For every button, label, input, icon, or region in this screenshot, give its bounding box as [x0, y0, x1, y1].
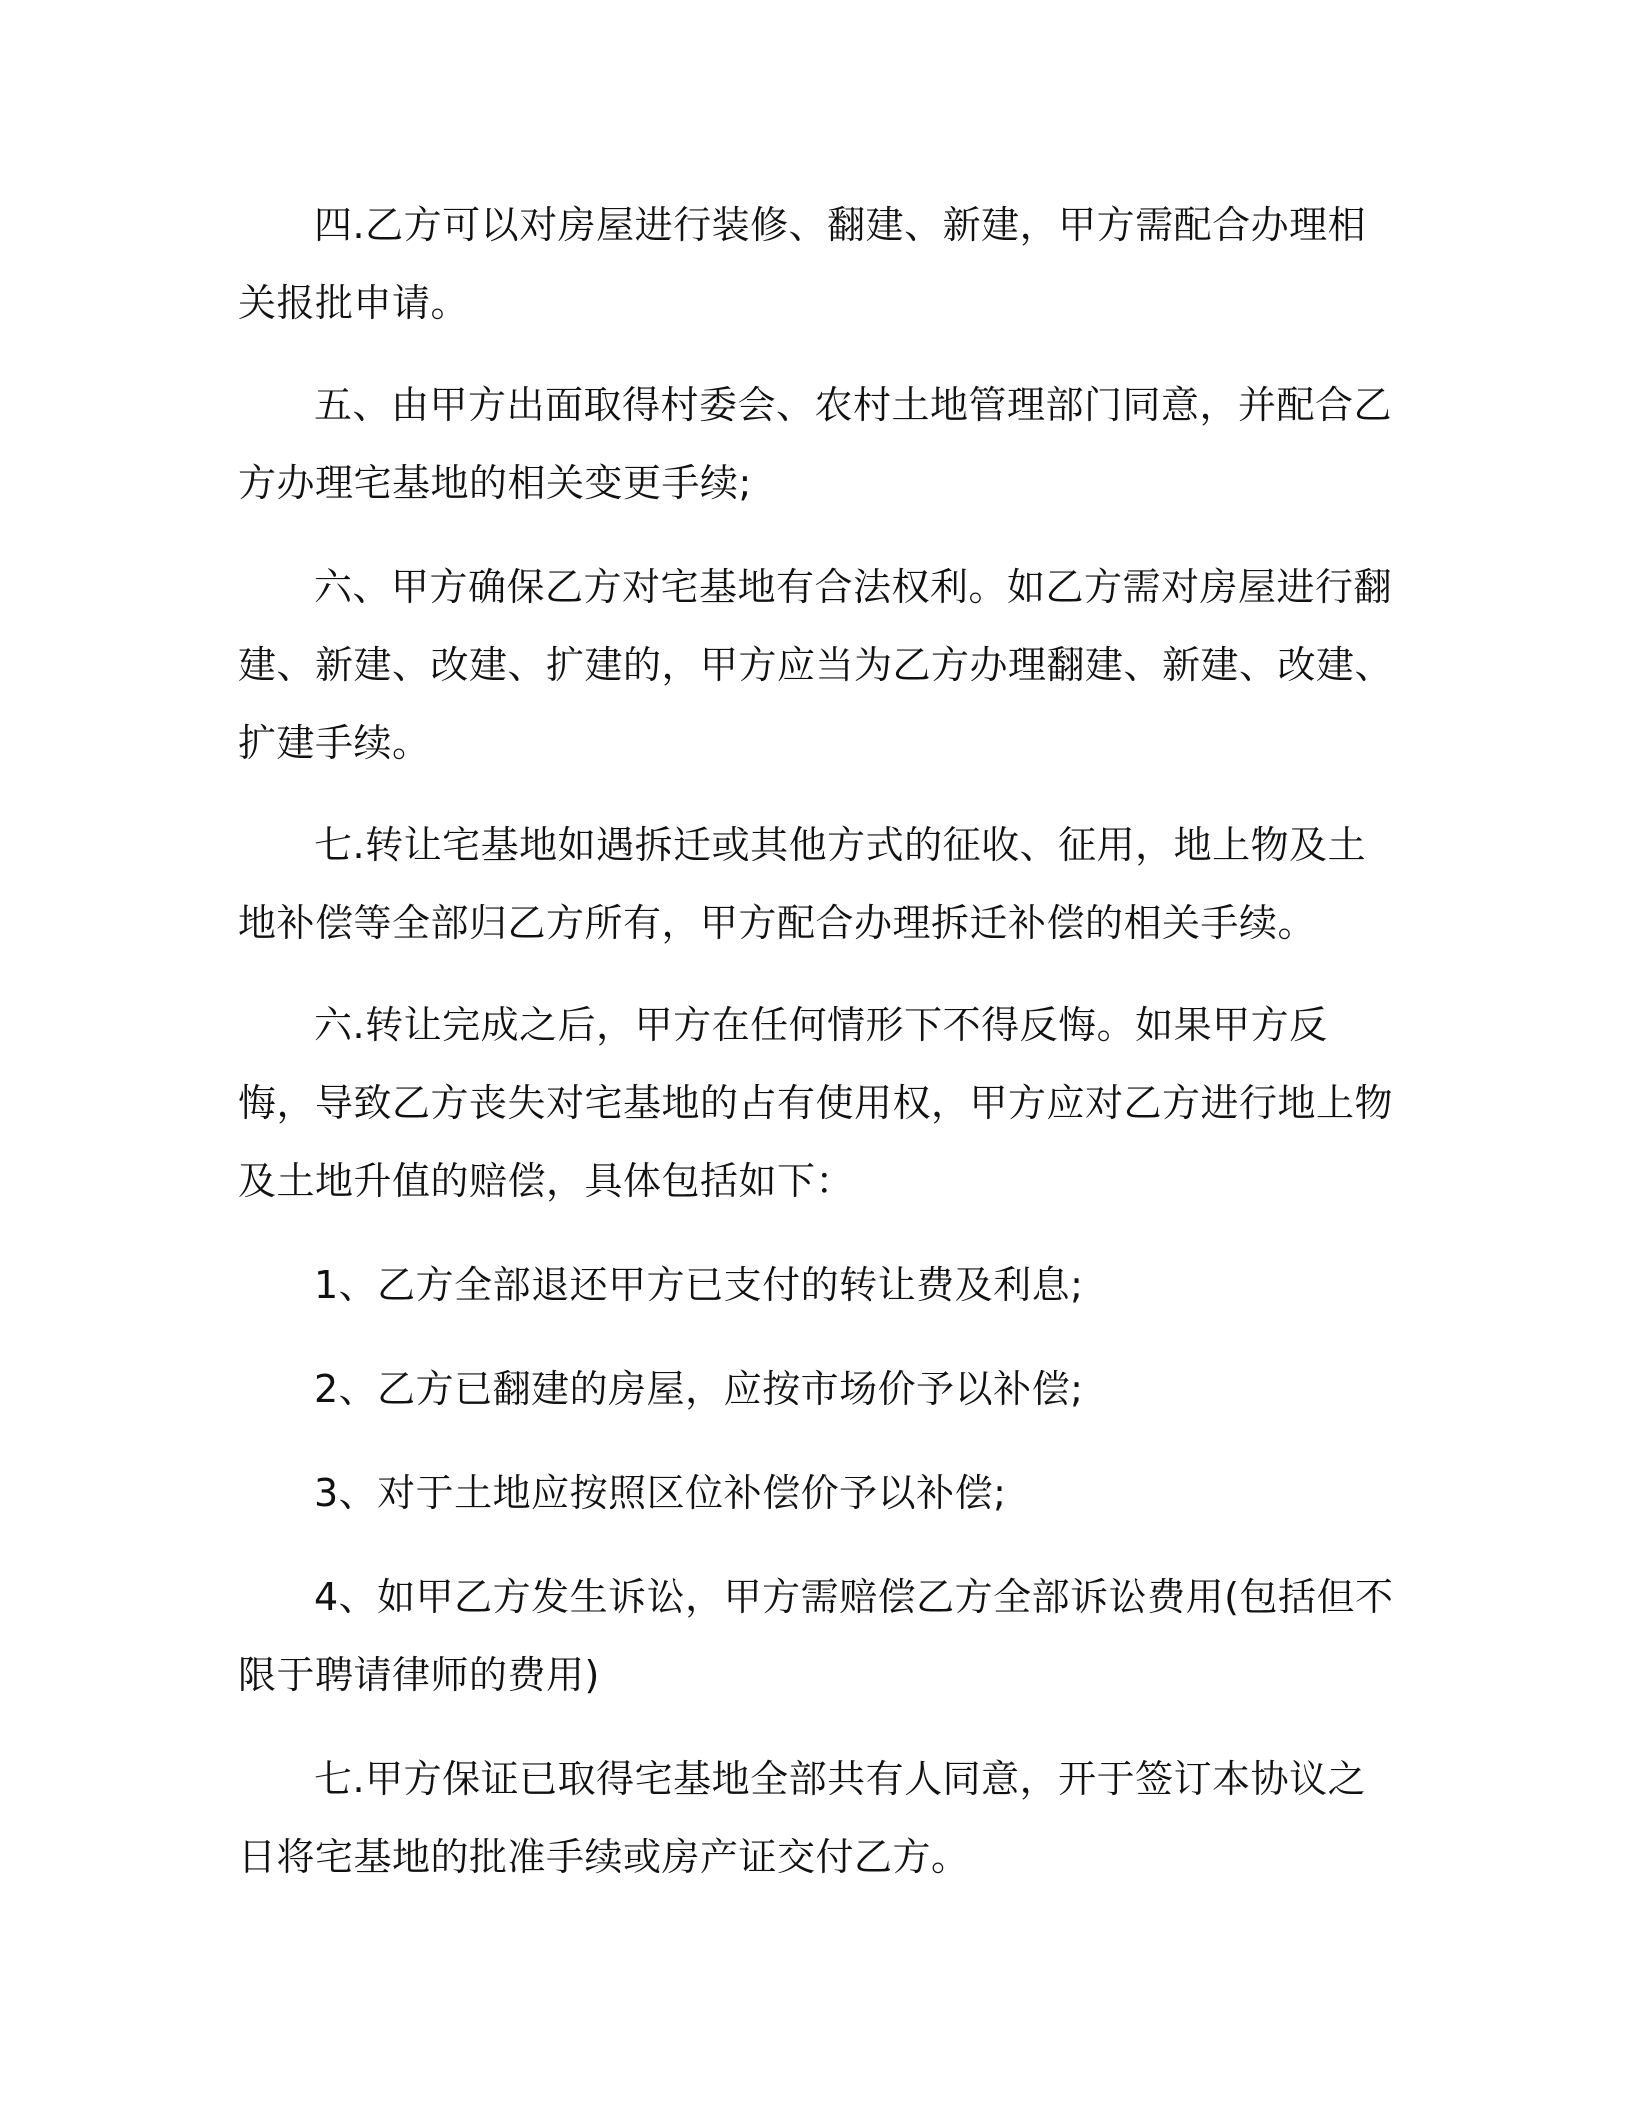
paragraph-6-legal-rights: 六、甲方确保乙方对宅基地有合法权利。如乙方需对房屋进行翻建、新建、改建、扩建的，甲方应当为乙方办理翻建、新建、改建、扩建手续。 — [238, 565, 1394, 765]
paragraph-7-demolition-compensation: 七.转让宅基地如遇拆迁或其他方式的征收、征用，地上物及土地补偿等全部归乙方所有，甲方配合办理拆迁补偿的相关手续。 — [238, 823, 1367, 945]
compensation-item-2: 2、乙方已翻建的房屋，应按市场价予以补偿; — [314, 1367, 1084, 1411]
paragraph-no-regret-clause: 六.转让完成之后，甲方在任何情形下不得反悔。如果甲方反悔，导致乙方丧失对宅基地的占有使用权，甲方应对乙方进行地上物及土地升值的赔偿，具体包括如下： — [238, 1003, 1394, 1203]
paragraph-co-owner-consent: 七.甲方保证已取得宅基地全部共有人同意，开于签订本协议之日将宅基地的批准手续或房产证交付乙方。 — [238, 1757, 1367, 1879]
compensation-item-1: 1、乙方全部退还甲方已支付的转让费及利息; — [314, 1263, 1084, 1307]
paragraph-5-approval: 五、由甲方出面取得村委会、农村土地管理部门同意，并配合乙方办理宅基地的相关变更手续; — [238, 383, 1393, 505]
paragraph-4-renovation: 四.乙方可以对房屋进行装修、翻建、新建，甲方需配合办理相关报批申请。 — [238, 203, 1367, 325]
compensation-item-4: 4、如甲乙方发生诉讼，甲方需赔偿乙方全部诉讼费用(包括但不限于聘请律师的费用) — [238, 1575, 1394, 1697]
compensation-item-3: 3、对于土地应按照区位补偿价予以补偿; — [314, 1471, 1007, 1515]
document-body — [238, 186, 1394, 1896]
